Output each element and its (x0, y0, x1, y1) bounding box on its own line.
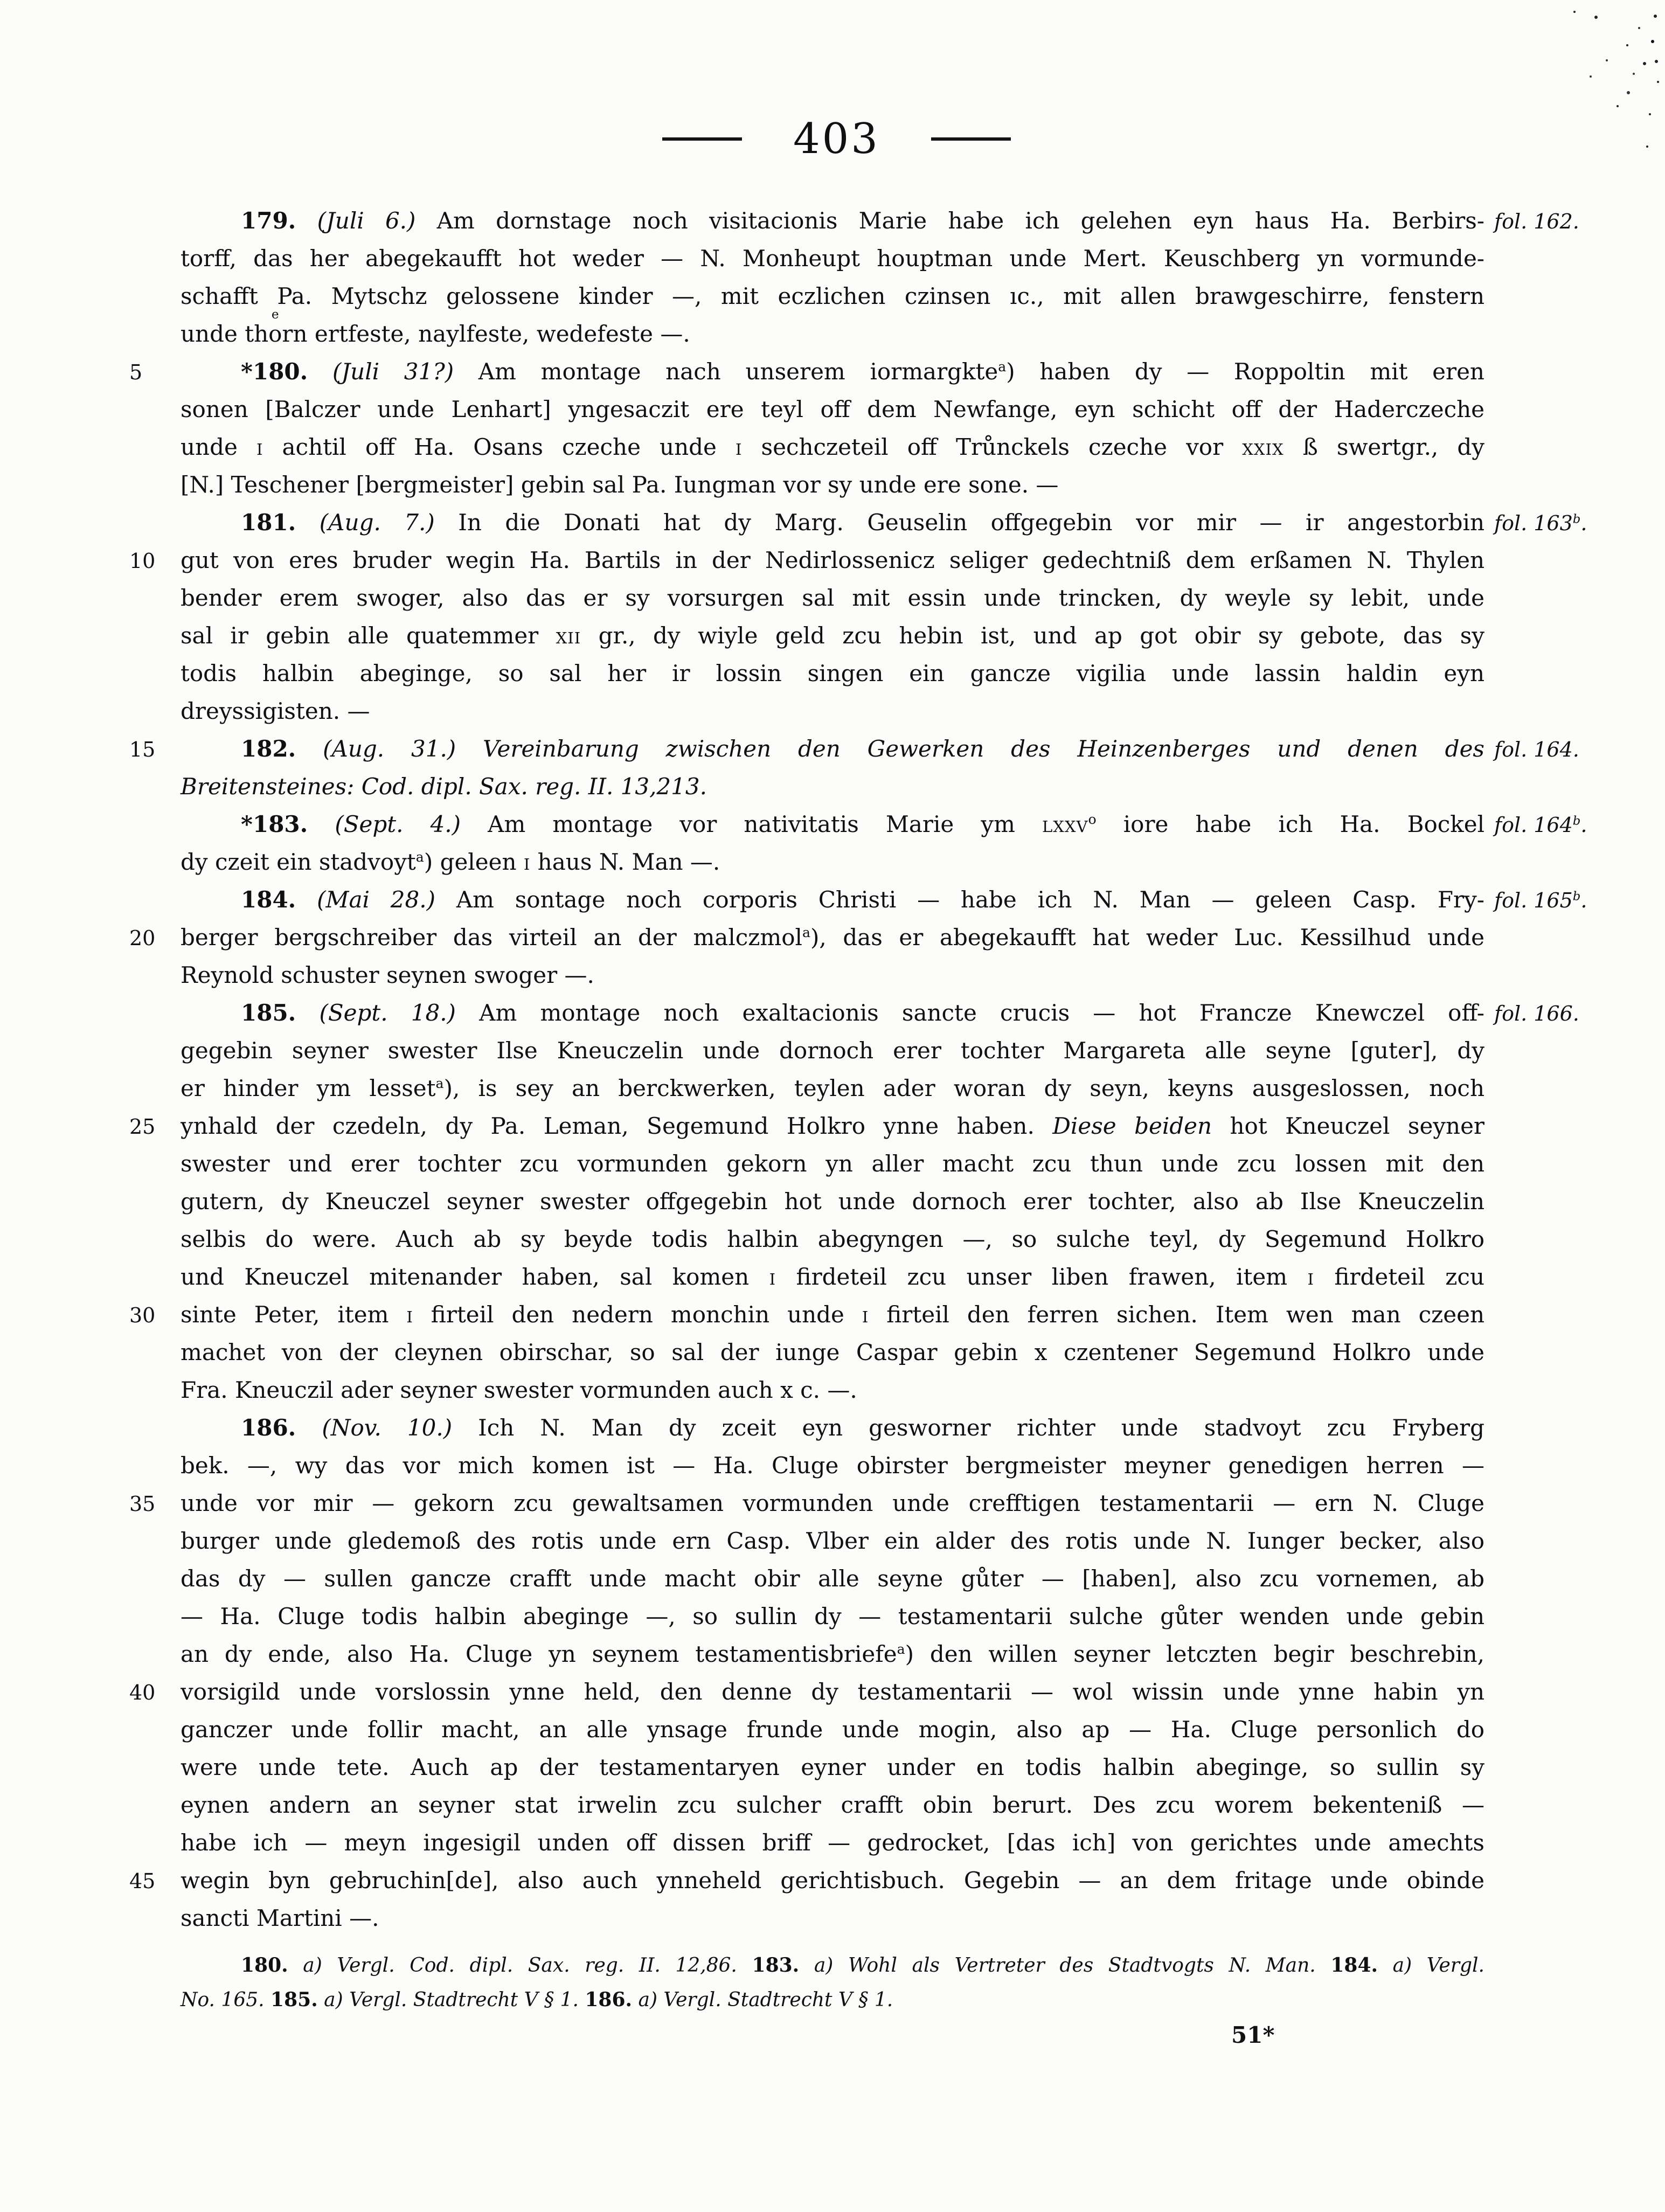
line-text: sinte Peter, item i firteil den nedern monchin unde i firteil den ferren sichen. Item wen man czeen (181, 1301, 1484, 1328)
scan-noise-speckles (1573, 11, 1576, 13)
main-text-block (129, 202, 1665, 1937)
line-text: ynhald der czedeln, dy Pa. Leman, Segemund Holkro ynne haben. Diese beiden hot Kneuczel seyner (181, 1113, 1484, 1139)
text-line (129, 1371, 1665, 1409)
text-line (129, 1948, 1665, 1982)
line-number: 30 (129, 1303, 156, 1327)
text-line (129, 655, 1665, 692)
line-text: ganczer unde follir macht, an alle ynsage frunde unde mogin, also ap — Ha. Cluge personlich do (181, 1716, 1484, 1743)
text-line (129, 1258, 1665, 1296)
text-line (129, 1711, 1665, 1749)
text-line (129, 617, 1665, 655)
text-line (129, 692, 1665, 730)
line-number: 25 (129, 1115, 156, 1139)
text-line (129, 542, 1665, 579)
line-text: sal ir gebin alle quatemmer xii gr., dy wiyle geld zcu hebin ist, und ap got obir sy gebote, das sy (181, 622, 1484, 649)
text-line (129, 919, 1665, 956)
page-number: 403 (793, 115, 880, 163)
line-text: sancti Martini —. (181, 1905, 379, 1931)
text-line (129, 994, 1665, 1032)
line-text: — Ha. Cluge todis halbin abeginge —, so sullin dy — testamentarii sulche gůter wenden unde gebin (181, 1603, 1484, 1629)
text-line (129, 1221, 1665, 1258)
text-line (129, 730, 1665, 768)
line-text: gegebin seyner swester Ilse Kneuczelin unde dornoch erer tochter Margareta alle seyne [guter], dy (181, 1037, 1484, 1064)
page-header (186, 112, 1487, 166)
folio-note: fol. 164$^b$. (1494, 813, 1587, 837)
line-number: 35 (129, 1492, 156, 1516)
text-line (129, 881, 1665, 919)
text-line (129, 768, 1665, 806)
line-text: torff, das her abegekaufft hot weder — N. Monheupt houptman unde Mert. Keuschberg yn vormunde- (181, 245, 1484, 272)
text-line (129, 1447, 1665, 1485)
line-text: dreyssigisten. — (181, 698, 370, 724)
line-text: 186. (Nov. 10.) Ich N. Man dy zceit eyn gesworner richter unde stadvoyt zcu Fryberg (241, 1414, 1484, 1441)
text-line (129, 428, 1665, 466)
text-line (129, 504, 1665, 542)
line-text: schafft Pa. Mytschz gelossene kinder —, mit eczlichen czinsen ıc., mit allen brawgeschirre, fenstern (181, 283, 1484, 309)
line-number: 20 (129, 926, 156, 950)
text-line (129, 1824, 1665, 1862)
line-text: selbis do were. Auch ab sy beyde todis halbin abegyngen —, so sulche teyl, dy Segemund Holkro (181, 1226, 1484, 1252)
line-text: 180. a) Vergl. Cod. dipl. Sax. reg. II. 12,86. 183. a) Wohl als Vertreter des Stadtvogts N. Man. 184. a) Vergl. (241, 1954, 1484, 1977)
line-text: berger bergschreiber das virteil an der malczmol$^a$), das er abegekaufft hat weder Luc. Kessilhud unde (181, 924, 1484, 951)
line-text: Breitensteines: Cod. dipl. Sax. reg. II. 13,213. (181, 773, 707, 800)
text-line (129, 466, 1665, 504)
header-rule-right (931, 137, 1011, 141)
folio-note: fol. 165$^b$. (1494, 889, 1587, 912)
text-line (129, 1070, 1665, 1107)
text-line (129, 1598, 1665, 1635)
line-text: Fra. Kneuczil ader seyner swester vormunden auch x c. —. (181, 1377, 857, 1403)
line-text: und Kneuczel mitenander haben, sal komen i firdeteil zcu unser liben frawen, item i firdeteil zcu (181, 1264, 1484, 1290)
line-text: machet von der cleynen obirschar, so sal der iunge Caspar gebin x czentener Segemund Holkro unde (181, 1339, 1484, 1365)
text-line (129, 1786, 1665, 1824)
text-line (129, 1899, 1665, 1937)
text-line (129, 1334, 1665, 1371)
folio-note: fol. 166. (1494, 1002, 1579, 1025)
line-number: 40 (129, 1681, 156, 1704)
text-line (129, 1522, 1665, 1560)
line-text: [N.] Teschener [bergmeister] gebin sal Pa. Iungman vor sy unde ere sone. — (181, 471, 1059, 498)
text-line (129, 1183, 1665, 1221)
text-line (129, 579, 1665, 617)
folio-note: fol. 162. (1494, 210, 1579, 233)
line-text: Reynold schuster seynen swoger —. (181, 962, 594, 988)
line-text: *180. (Juli 31?) Am montage nach unserem iormargkte$^a$) haben dy — Roppoltin mit eren (241, 358, 1484, 385)
line-text: 182. (Aug. 31.) Vereinbarung zwischen den Gewerken des Heinzenberges und denen des (241, 736, 1484, 762)
text-line (129, 1635, 1665, 1673)
line-text: er hinder ym lesset$^a$), is sey an berckwerken, teylen ader woran dy seyn, keyns ausgeslossen, noch (181, 1075, 1484, 1101)
text-line (129, 240, 1665, 278)
line-text: swester und erer tochter zcu vormunden gekorn yn aller macht zcu thun unde zcu lossen mit den (181, 1150, 1484, 1177)
text-line (129, 278, 1665, 315)
line-text: unde vor mir — gekorn zcu gewaltsamen vormunden unde crefftigen testamentarii — ern N. Cluge (181, 1490, 1484, 1516)
text-line (129, 843, 1665, 881)
line-text: bender erem swoger, also das er sy vorsurgen sal mit essin unde trincken, dy weyle sy lebit, unde (181, 585, 1484, 611)
line-number: 10 (129, 549, 156, 573)
line-text: 184. (Mai 28.) Am sontage noch corporis Christi — habe ich N. Man — geleen Casp. Fry- (241, 886, 1484, 913)
line-text: vorsigild unde vorslossin ynne held, den denne dy testamentarii — wol wissin unde ynne habin yn (181, 1679, 1484, 1705)
line-text: eynen andern an seyner stat irwelin zcu sulcher crafft obin berurt. Des zcu worem bekenteniß — (181, 1792, 1484, 1818)
line-number: 45 (129, 1869, 156, 1893)
text-line (129, 1145, 1665, 1183)
line-text: sonen [Balczer unde Lenhart] yngesaczit ere teyl off dem Newfange, eyn schicht off der Haderczeche (181, 396, 1484, 422)
line-text: wegin byn gebruchin[de], also auch ynneheld gerichtisbuch. Gegebin — an dem fritage unde obinde (181, 1867, 1484, 1894)
header-rule-left (662, 137, 742, 141)
line-text: todis halbin abeginge, so sal her ir lossin singen ein gancze vigilia unde lassin haldin eyn (181, 660, 1484, 687)
text-line (129, 1862, 1665, 1899)
text-line (129, 1982, 1665, 2017)
line-text: bek. —, wy das vor mich komen ist — Ha. Cluge obirster bergmeister meyner genedigen herren — (181, 1452, 1484, 1479)
text-line (129, 1032, 1665, 1070)
text-line (129, 1409, 1665, 1447)
text-line (129, 202, 1665, 240)
footnotes-block (129, 1948, 1665, 2017)
line-text: unde tho e rn ertfeste, naylfeste, wedefeste —. (181, 308, 690, 347)
line-number: 15 (129, 738, 156, 761)
line-text: unde i achtil off Ha. Osans czeche unde i sechczeteil off Trůnckels czeche vor xxix ß swertgr., dy (181, 434, 1484, 460)
text-line (129, 1749, 1665, 1786)
text-line (129, 956, 1665, 994)
text-line (129, 308, 1665, 353)
line-text: habe ich — meyn ingesigil unden off dissen briff — gedrocket, [das ich] von gerichtes unde amechts (181, 1829, 1484, 1856)
line-text: 185. (Sept. 18.) Am montage noch exaltacionis sancte crucis — hot Francze Knewczel off- (241, 1000, 1484, 1026)
text-line (129, 1485, 1665, 1522)
text-line (129, 1673, 1665, 1711)
line-text: gut von eres bruder wegin Ha. Bartils in der Nedirlossenicz seliger gedechtniß dem erßamen N. Thylen (181, 547, 1484, 573)
line-text: dy czeit ein stadvoyt$^a$) geleen i haus N. Man —. (181, 849, 720, 875)
line-text: No. 165. 185. a) Vergl. Stadtrecht V § 1. 186. a) Vergl. Stadtrecht V § 1. (181, 1988, 893, 2011)
text-line (129, 353, 1665, 391)
line-text: 179. (Juli 6.) Am dornstage noch visitacionis Marie habe ich gelehen eyn haus Ha. Berbirs- (241, 207, 1484, 234)
line-text: an dy ende, also Ha. Cluge yn seynem testamentisbriefe$^a$) den willen seyner letczten begir beschrebin, (181, 1641, 1484, 1667)
line-text: were unde tete. Auch ap der testamentaryen eyner under en todis halbin abeginge, so sullin sy (181, 1754, 1484, 1780)
line-number: 5 (129, 360, 143, 384)
line-text: burger unde gledemoß des rotis unde ern Casp. Vlber ein alder des rotis unde N. Iunger becker, also (181, 1528, 1484, 1554)
text-line (129, 1560, 1665, 1598)
text-line (129, 1296, 1665, 1334)
text-line (129, 1107, 1665, 1145)
line-text: 181. (Aug. 7.) In die Donati hat dy Marg. Geuselin offgegebin vor mir — ir angestorbin (241, 509, 1484, 536)
line-text: gutern, dy Kneuczel seyner swester offgegebin hot unde dornoch erer tochter, also ab Ilse Kneuczelin (181, 1188, 1484, 1215)
folio-note: fol. 163$^b$. (1494, 511, 1587, 535)
line-text: das dy — sullen gancze crafft unde macht obir alle seyne gůter — [haben], also zcu vornemen, ab (181, 1565, 1484, 1592)
text-line (129, 391, 1665, 428)
text-line (129, 806, 1665, 843)
line-text: *183. (Sept. 4.) Am montage vor nativitatis Marie ym lxxv$^o$ iore habe ich Ha. Bockel (241, 811, 1484, 837)
folio-note: fol. 164. (1494, 738, 1579, 761)
signature-mark: 51* (1231, 2022, 1275, 2048)
